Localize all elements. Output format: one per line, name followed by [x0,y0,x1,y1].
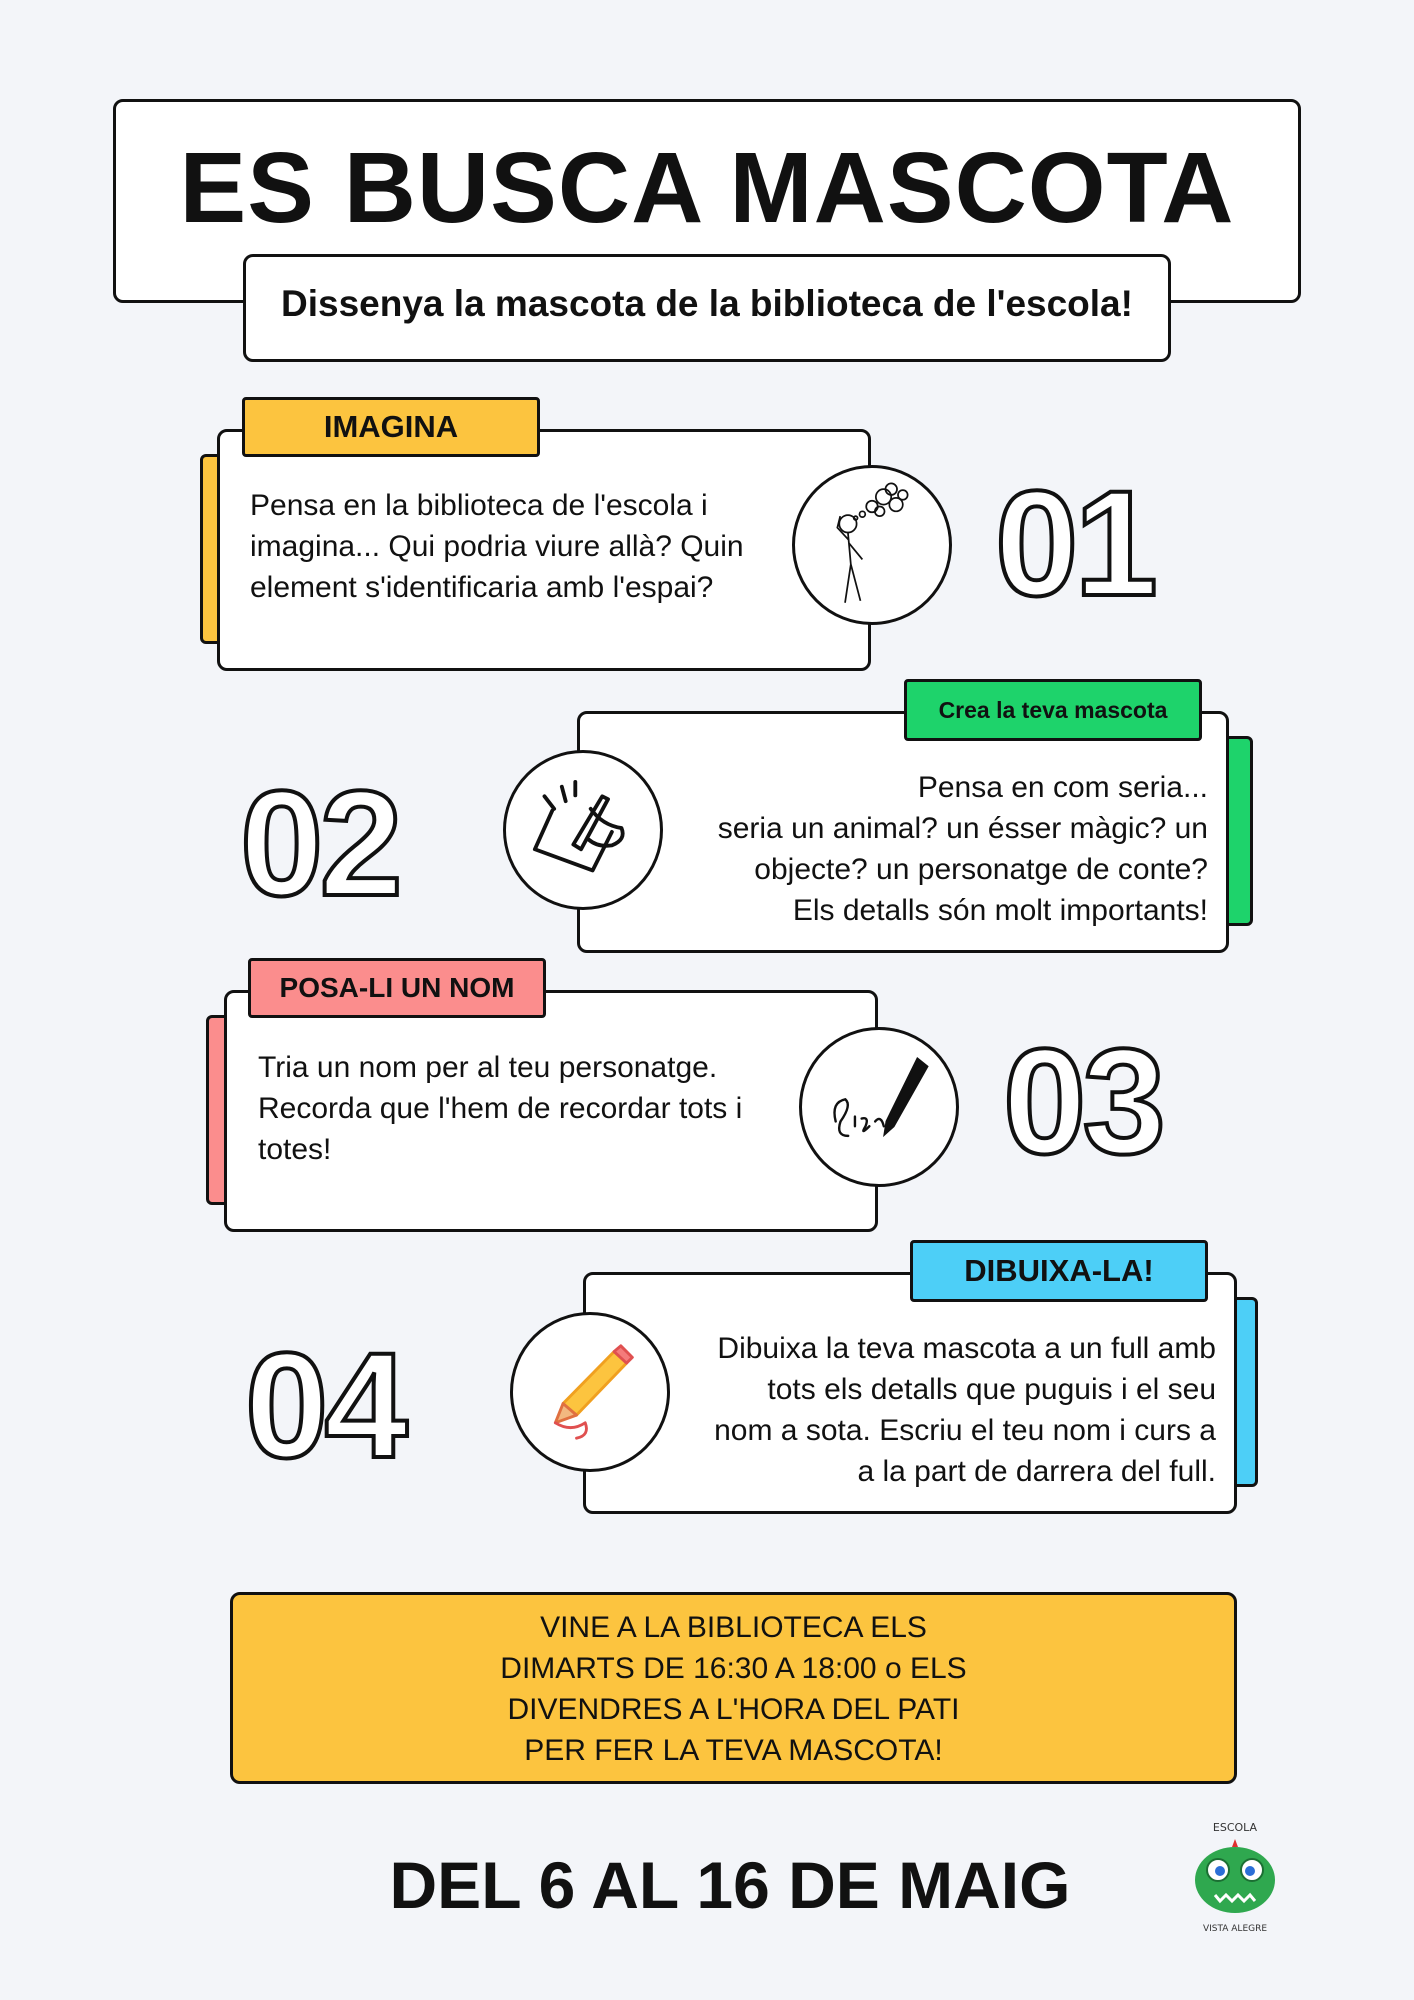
step-1-line: imagina... Qui podria viure allà? Quin [250,530,744,563]
step-2-number: 02 [240,759,399,927]
banner-line: DIVENDRES A L'HORA DEL PATI [507,1693,960,1726]
step-1-tag: IMAGINA [242,397,540,457]
step-2-tag: Crea la teva mascota [904,679,1202,741]
step-2-line: Els detalls són molt importants! [792,894,1208,927]
step-1-text [250,485,790,608]
step-4-line: a la part de darrera del full. [857,1455,1216,1488]
page-title: ES BUSCA MASCOTA [179,132,1235,244]
thinking-person-icon [792,465,952,625]
banner-line: VINE A LA BIBLIOTECA ELS [540,1611,927,1644]
step-2-line: objecte? un personatge de conte? [754,853,1208,886]
step-2-line: Pensa en com seria... [917,771,1208,804]
banner-line: DIMARTS DE 16:30 A 18:00 o ELS [500,1652,967,1685]
step-1-number: 01 [995,459,1154,627]
svg-text:VISTA ALEGRE: VISTA ALEGRE [1202,1924,1268,1934]
hand-writing-icon [503,750,663,910]
step-4-number: 04 [245,1321,404,1489]
step-1-line: Pensa en la biblioteca de l'escola i [250,489,708,522]
step-4-line: nom a sota. Escriu el teu nom i curs a [714,1414,1216,1447]
step-3-line: totes! [258,1133,332,1166]
page-subtitle: Dissenya la mascota de la biblioteca de l'escola! [281,283,1133,324]
event-dates: DEL 6 AL 16 DE MAIG [389,1848,1071,1922]
step-4-line: Dibuixa la teva mascota a un full amb [717,1332,1216,1365]
signature-pen-icon [799,1027,959,1187]
step-4-tag: DIBUIXA-LA! [910,1240,1208,1302]
step-3-line: Recorda que l'hem de recordar tots i [258,1092,743,1125]
info-banner-text [230,1607,1237,1771]
step-3-line: Tria un nom per al teu personatge. [258,1051,718,1084]
step-1-line: element s'identificaria amb l'espai? [250,571,714,604]
step-2-text [640,767,1208,931]
svg-text:ESCOLA: ESCOLA [1212,1821,1258,1834]
step-4-text [660,1328,1216,1492]
step-3-text [258,1047,798,1170]
school-logo [1180,1815,1290,1940]
pencil-icon [510,1312,670,1472]
step-2-line: seria un animal? un ésser màgic? un [717,812,1208,845]
step-3-tag: POSA-LI UN NOM [248,958,546,1018]
banner-line: PER FER LA TEVA MASCOTA! [524,1734,943,1767]
step-3-number: 03 [1003,1017,1162,1185]
step-4-line: tots els detalls que puguis i el seu [767,1373,1216,1406]
